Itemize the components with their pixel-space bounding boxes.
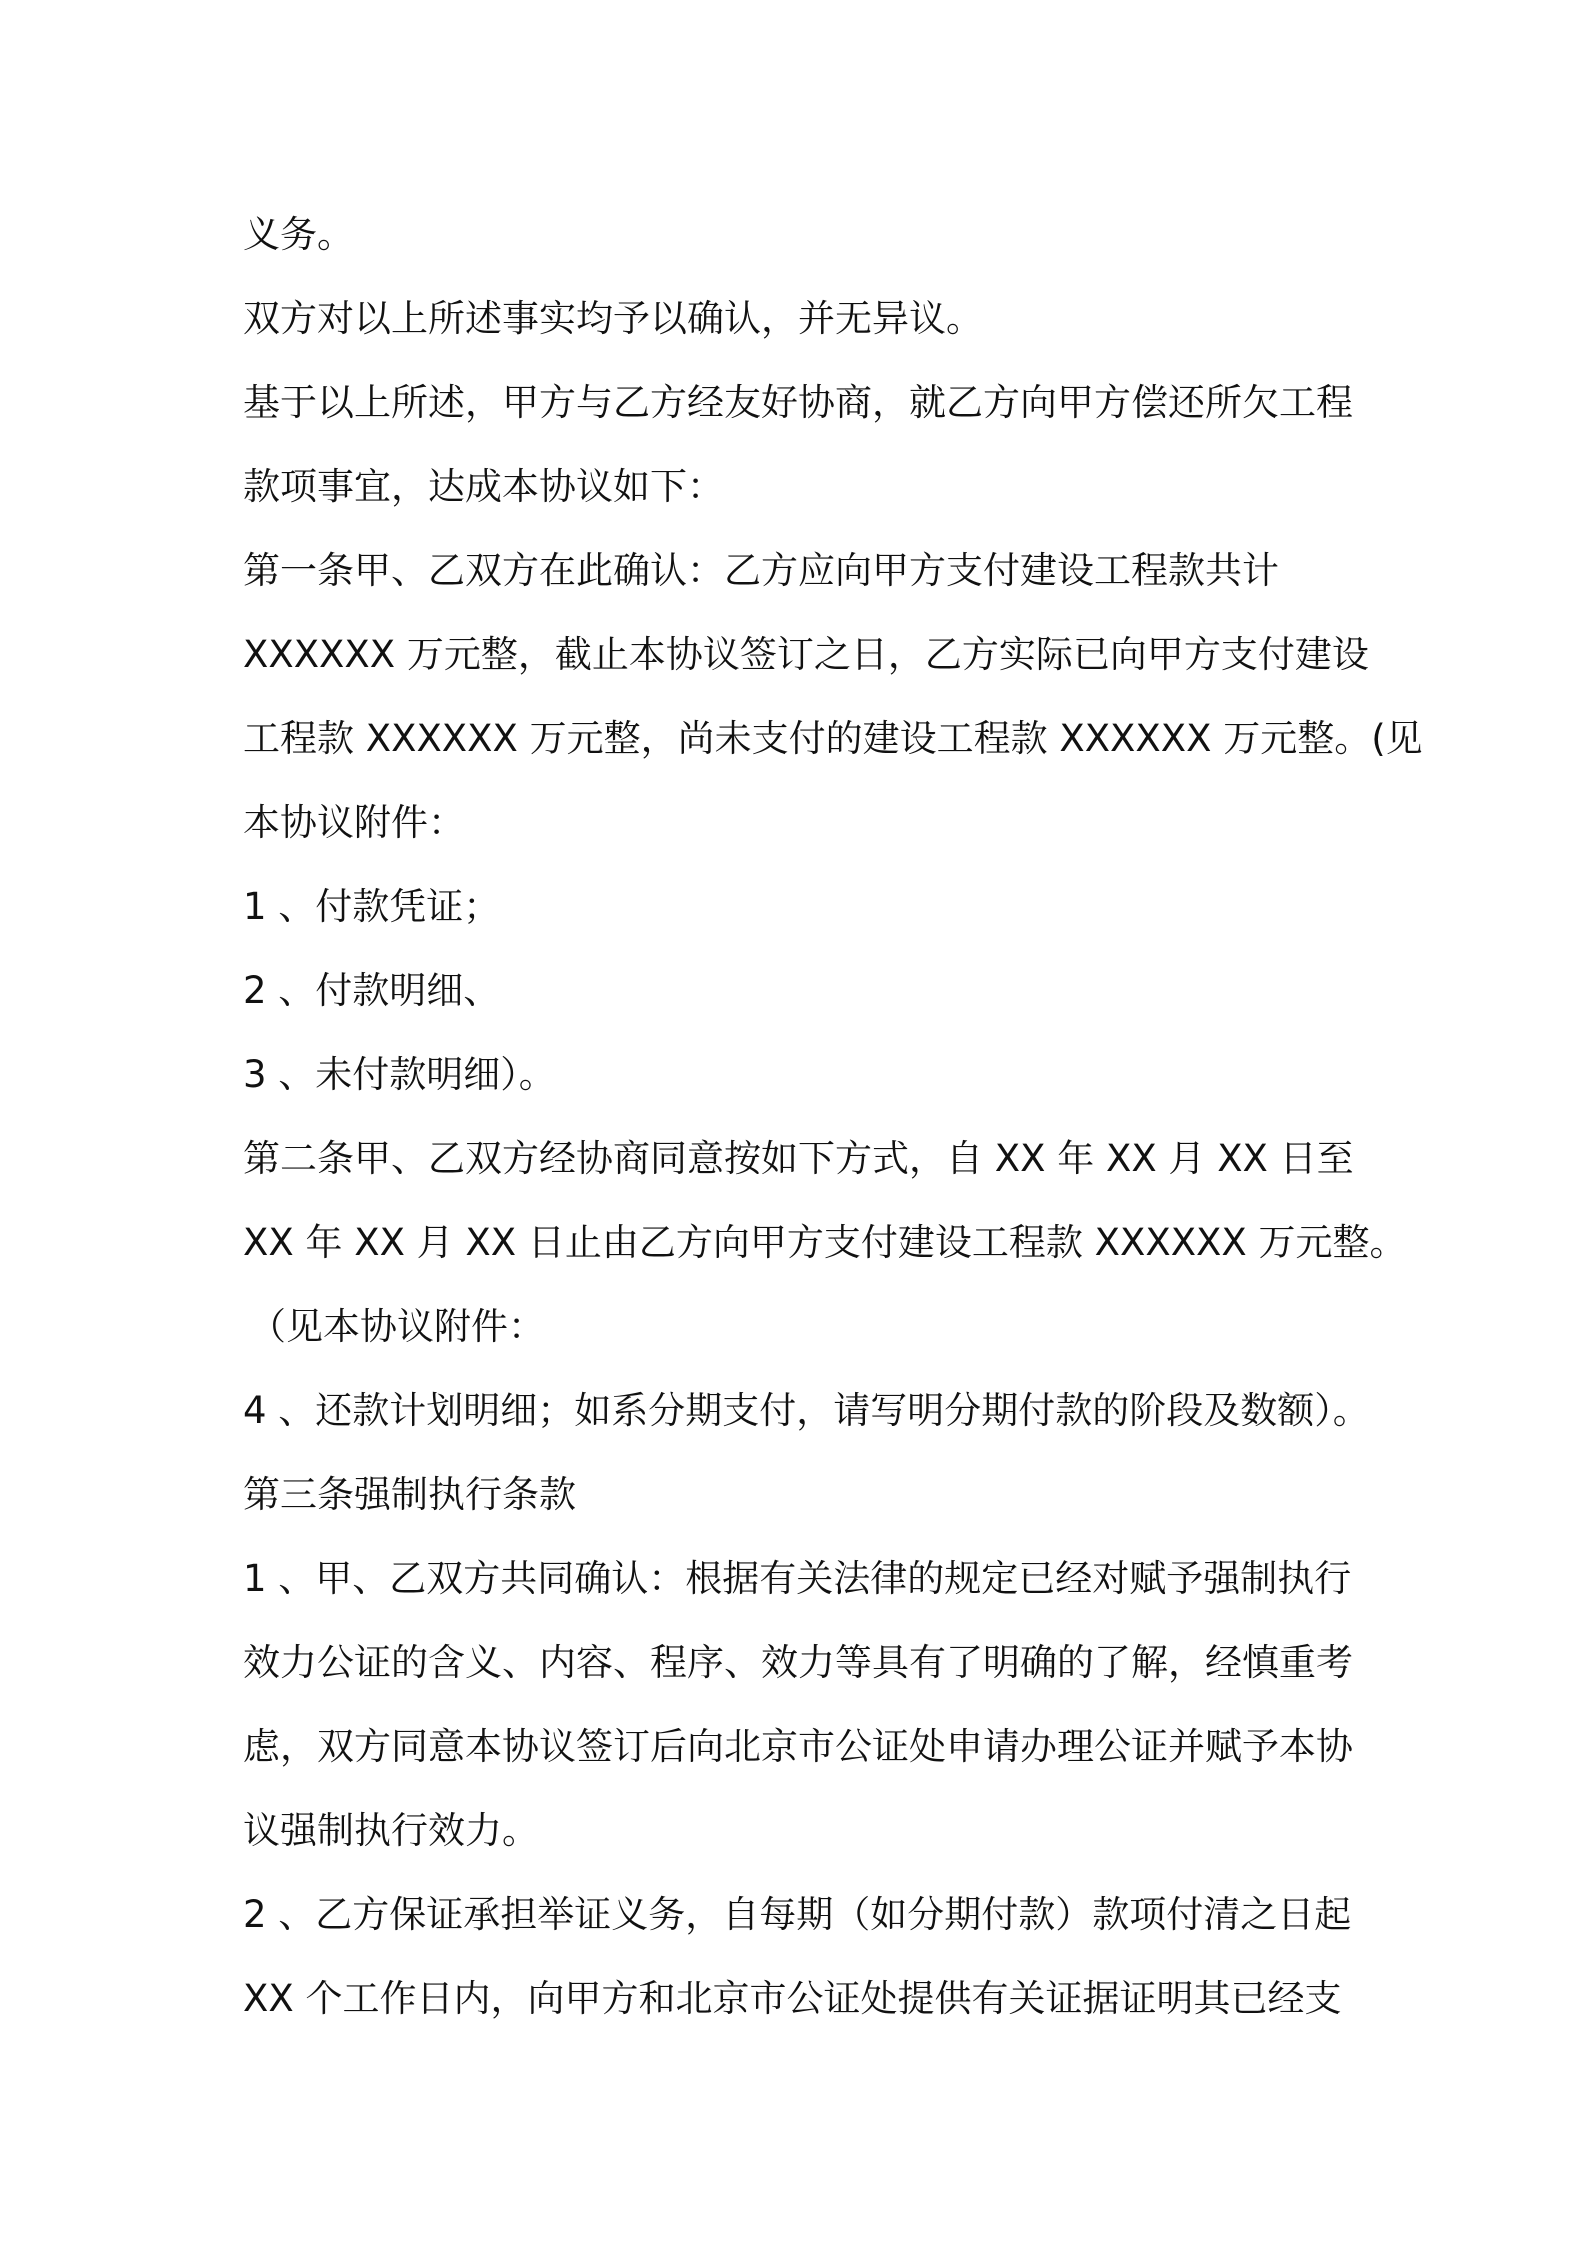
article-2-line-1: 第二条甲、乙双方经协商同意按如下方式，自 XX 年 XX 月 XX 日至 [243, 1137, 1354, 1180]
document-body [243, 193, 1423, 2041]
list-item-3: 3 、未付款明细）。 [243, 1053, 556, 1096]
article-3-clause-1-line-4: 议强制执行效力。 [243, 1809, 539, 1852]
article-1-line-1: 第一条甲、乙双方在此确认：乙方应向甲方支付建设工程款共计 [243, 549, 1279, 592]
article-2-line-3: （见本协议附件： [249, 1305, 545, 1348]
list-item-2: 2 、付款明细、 [243, 969, 501, 1012]
article-3-clause-2-line-2: XX 个工作日内，向甲方和北京市公证处提供有关证据证明其已经支 [243, 1977, 1342, 2020]
article-2-line-2: XX 年 XX 月 XX 日止由乙方向甲方支付建设工程款 XXXXXX 万元整。 [243, 1221, 1407, 1264]
article-1-line-2: XXXXXX 万元整，截止本协议签订之日，乙方实际已向甲方支付建设 [243, 633, 1369, 676]
article-3-clause-2-line-1: 2 、乙方保证承担举证义务，自每期（如分期付款）款项付清之日起 [243, 1893, 1352, 1936]
article-1-line-3: 工程款 XXXXXX 万元整，尚未支付的建设工程款 XXXXXX 万元整。(见 [243, 717, 1423, 760]
text-line-3: 基于以上所述，甲方与乙方经友好协商，就乙方向甲方偿还所欠工程 [243, 381, 1353, 424]
list-item-4: 4 、还款计划明细；如系分期支付，请写明分期付款的阶段及数额）。 [243, 1389, 1370, 1432]
text-line-4: 款项事宜，达成本协议如下： [243, 465, 724, 508]
text-line-1: 义务。 [243, 213, 354, 256]
article-1-line-4: 本协议附件： [243, 801, 465, 844]
text-line-2: 双方对以上所述事实均予以确认，并无异议。 [243, 297, 983, 340]
article-3-clause-1-line-1: 1 、甲、乙双方共同确认：根据有关法律的规定已经对赋予强制执行 [243, 1557, 1352, 1600]
article-3-clause-1-line-3: 虑，双方同意本协议签订后向北京市公证处申请办理公证并赋予本协 [243, 1725, 1353, 1768]
list-item-1: 1 、付款凭证； [243, 885, 501, 928]
article-3-heading: 第三条强制执行条款 [243, 1473, 576, 1516]
article-3-clause-1-line-2: 效力公证的含义、内容、程序、效力等具有了明确的了解，经慎重考 [243, 1641, 1353, 1684]
